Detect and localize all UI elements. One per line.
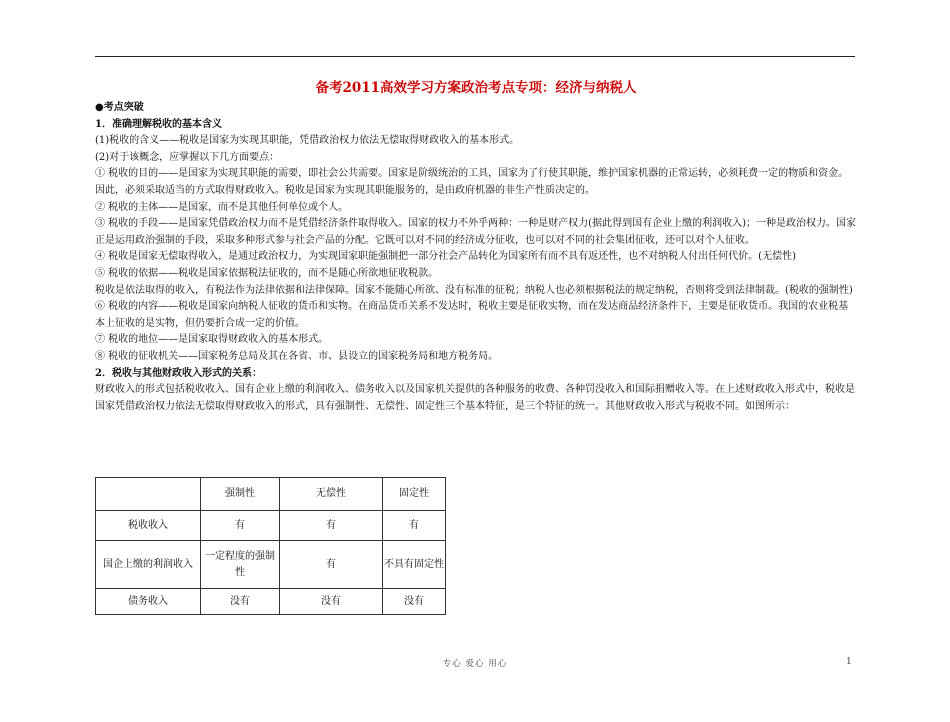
comparison-table [95, 477, 446, 615]
table-row [96, 589, 446, 615]
table-header-cell: 无偿性 [280, 478, 383, 511]
table-header-cell [96, 478, 201, 511]
paragraph: (1)税收的含义——税收是国家为实现其职能，凭借政治权力依法无偿取得财政收入的基本形式。 [95, 135, 520, 147]
page-number: 1 [846, 657, 852, 667]
paragraph: ⑥ 税收的内容——税收是国家向纳税人征收的货币和实物。在商品货币关系不发达时，税收主要是征收实物，而在发达商品经济条件下，主要是征收货币。我国的农业税基本上征收的是实物，但仍要折合成一定的价值。 [95, 301, 849, 329]
table-cell: 有 [280, 541, 383, 589]
paragraph: 财政收入的形式包括税收收入、国有企业上缴的利润收入、债务收入以及国家机关提供的各种服务的收费、各种罚没收入和国际捐赠收入等。在上述财政收入形式中，税收是国家凭借政治权力依法无偿取得财政收入的形式，具有强制性、无偿性、固定性三个基本特征，是三个特征的统一。其他财政收入形式与税收不同。如图所示： [95, 384, 855, 412]
table-cell: 有 [201, 511, 280, 541]
paragraph: ① 税收的目的——是国家为实现其职能的需要，即社会公共需要。国家是阶级统治的工具，国家为了行使其职能，维护国家机器的正常运转，必须耗费一定的物质和资金。因此，必须采取适当的方式取得财政收入。税收是国家为实现其职能服务的，是由政府机器的非生产性质决定的。 [95, 168, 849, 196]
paragraph-heading-2: 2．税收与其他财政收入形式的关系： [95, 367, 262, 379]
paragraph: ④ 税收是国家无偿取得收入，是通过政治权力，为实现国家职能强制把一部分社会产品转化为国家所有而不具有返还性，也不对纳税人付出任何代价。(无偿性) [95, 251, 796, 263]
paragraph-heading-1: 1．准确理解税收的基本含义 [95, 118, 222, 130]
table-row [96, 511, 446, 541]
table-row [96, 541, 446, 589]
document-body [95, 78, 857, 415]
table-cell: 没有 [201, 589, 280, 615]
table-cell: 债务收入 [96, 589, 201, 615]
header-rule [95, 56, 855, 57]
table-header-cell: 强制性 [201, 478, 280, 511]
table-cell: 税收收入 [96, 511, 201, 541]
paragraph: ③ 税收的手段——是国家凭借政治权力而不是凭借经济条件取得收入。国家的权力不外乎两种：一种是财产权力(据此得到国有企业上缴的利润收入)；一种是政治权力。国家正是运用政治强制的手段，采取多种形式参与社会产品的分配。它既可以对不同的经济成分征收，也可以对不同的社会集团征收，还可以对个人征收。 [95, 218, 856, 246]
paragraph: ② 税收的主体——是国家，而不是其他任何单位或个人。 [95, 201, 349, 213]
table-cell: 有 [383, 511, 446, 541]
table-cell: 一定程度的强制性 [201, 541, 280, 589]
paragraph: (2)对于该概念，应掌握以下几方面要点： [95, 151, 280, 163]
table-cell: 有 [280, 511, 383, 541]
table-header-cell: 固定性 [383, 478, 446, 511]
page-title: 备考2011高效学习方案政治考点专项：经济与纳税人 [315, 80, 637, 96]
table-cell: 不具有固定性 [383, 541, 446, 589]
section-heading: ●考点突破 [95, 102, 144, 113]
table-header-row [96, 478, 446, 511]
table-cell: 没有 [280, 589, 383, 615]
paragraph: ⑤ 税收的依据——税收是国家依据税法征收的，而不是随心所欲地征收税款。 [95, 267, 439, 279]
paragraph: ⑦ 税收的地位——是国家取得财政收入的基本形式。 [95, 334, 329, 346]
comparison-table-wrap [95, 477, 446, 615]
page-footer: 专心 爱心 用心 [442, 659, 508, 669]
paragraph: 税收是依法取得的收入，有税法作为法律依据和法律保障。国家不能随心所欲、没有标准的征税；纳税人也必须根据税法的规定纳税，否则将受到法律制裁。(税收的强制性) [95, 284, 853, 296]
table-cell: 没有 [383, 589, 446, 615]
paragraph: ⑧ 税收的征收机关——国家税务总局及其在各省、市、县设立的国家税务局和地方税务局。 [95, 350, 499, 362]
table-cell: 国企上缴的利润收入 [96, 541, 201, 589]
